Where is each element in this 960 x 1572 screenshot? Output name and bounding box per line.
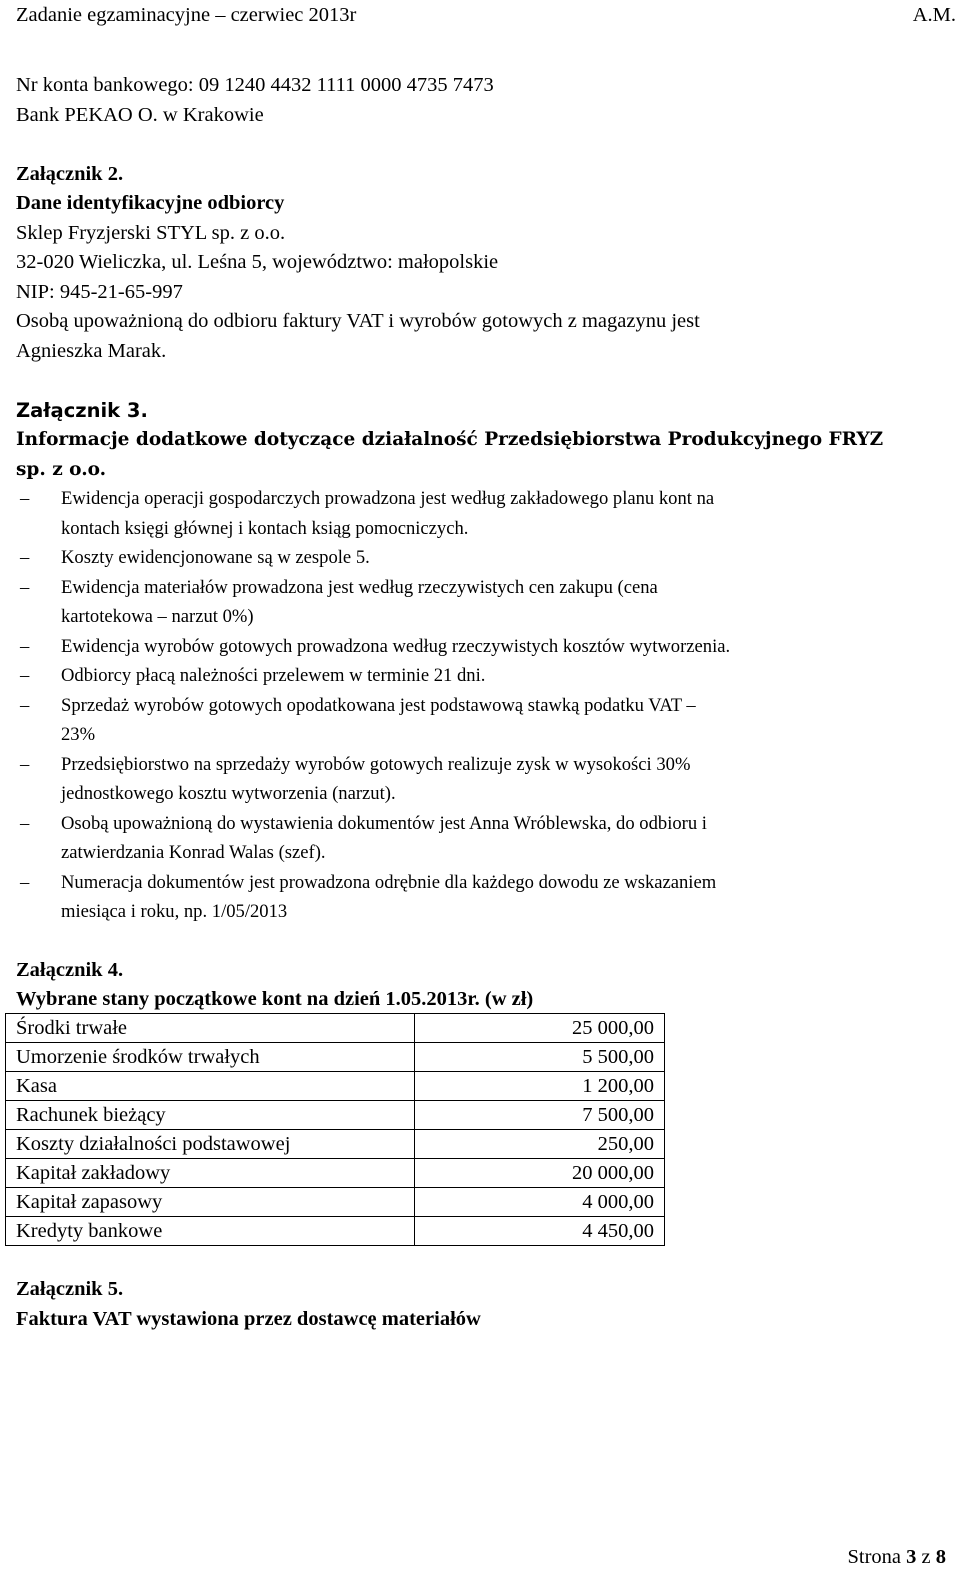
bank-account-number: Nr konta bankowego: 09 1240 4432 1111 0000 4735 7473: [16, 74, 494, 96]
table-row: [6, 1129, 665, 1158]
attachment-2-title: Załącznik 2.: [16, 162, 124, 185]
attachment-2-subtitle: Dane identyfikacyjne odbiorcy: [16, 192, 285, 214]
list-item: – Ewidencja operacji gospodarczych prowadzona jest według zakładowego planu kont na kontach księgi głównej i kontach ksiąg pomocniczych.: [16, 484, 951, 543]
total-pages: 8: [935, 1546, 946, 1568]
account-balance: 250,00: [415, 1129, 665, 1158]
header-initials: A.M.: [912, 4, 956, 26]
recipient-nip: NIP: 945-21-65-997: [16, 280, 183, 303]
dash-bullet: –: [20, 665, 30, 686]
account-balance: 4 450,00: [415, 1216, 665, 1245]
table-row: [6, 1071, 665, 1100]
page-header: [16, 0, 956, 30]
table-row: [6, 1100, 665, 1129]
account-name: Rachunek bieżący: [6, 1100, 415, 1129]
list-item: – Ewidencja materiałów prowadzona jest według rzeczywistych cen zakupu (cena kartotekowa – narzut 0%): [16, 573, 951, 632]
table-row: [6, 1216, 665, 1245]
recipient-address: 32-020 Wieliczka, ul. Leśna 5, województwo: małopolskie: [16, 251, 499, 273]
account-name: Umorzenie środków trwałych: [6, 1042, 415, 1071]
account-name: Koszty działalności podstawowej: [6, 1129, 415, 1158]
account-balances-table: [5, 1013, 665, 1246]
current-page: 3: [906, 1546, 917, 1568]
account-balance: 5 500,00: [415, 1042, 665, 1071]
dash-bullet: –: [20, 635, 30, 657]
account-balance: 4 000,00: [415, 1187, 665, 1216]
attachment-4-title: Załącznik 4.: [16, 959, 124, 981]
attachment-3-subtitle-cont: sp. z o.o.: [16, 458, 107, 480]
dash-bullet: –: [20, 753, 30, 775]
account-name: Kasa: [6, 1071, 415, 1100]
account-name: Środki trwałe: [6, 1013, 415, 1042]
list-item: – Ewidencja wyrobów gotowych prowadzona według rzeczywistych kosztów wytworzenia.: [16, 632, 951, 662]
attachment-5: [16, 1275, 951, 1334]
list-item: – Koszty ewidencjonowane są w zespole 5.: [16, 543, 951, 573]
account-balance: 7 500,00: [415, 1100, 665, 1129]
table-row: [6, 1187, 665, 1216]
attachment-5-title: Załącznik 5.: [16, 1278, 124, 1300]
dash-bullet: –: [20, 488, 30, 509]
account-balance: 1 200,00: [415, 1071, 665, 1100]
account-name: Kredyty bankowe: [6, 1216, 415, 1245]
account-name: Kapitał zakładowy: [6, 1158, 415, 1187]
dash-bullet: –: [20, 812, 30, 834]
dash-bullet: –: [20, 576, 30, 598]
recipient-authorized-line-1: Osobą upoważnioną do odbioru faktury VAT i wyrobów gotowych z magazynu jest: [16, 310, 700, 332]
table-row: [6, 1013, 665, 1042]
header-title: Zadanie egzaminacyjne – czerwiec 2013r: [16, 4, 357, 26]
list-item: – Odbiorcy płacą należności przelewem w terminie 21 dni.: [16, 661, 951, 691]
attachment-2: [16, 160, 951, 367]
recipient-name: Sklep Fryzjerski STYL sp. z o.o.: [16, 221, 286, 244]
attachment-3-subtitle: Informacje dodatkowe dotyczące działalność Przedsiębiorstwa Produkcyjnego FRYZ: [16, 429, 884, 450]
attachment-3-title: Załącznik 3.: [16, 398, 148, 422]
table-row: [6, 1042, 665, 1071]
dash-bullet: –: [20, 694, 30, 716]
list-item: – Osobą upoważnioną do wystawienia dokumentów jest Anna Wróblewska, do odbioru i zatwierdzania Konrad Walas (szef).: [16, 809, 951, 868]
attachment-3: [16, 396, 951, 927]
account-balance: 25 000,00: [415, 1013, 665, 1042]
page-number: Strona 3 z 8: [847, 1546, 946, 1568]
list-item: – Sprzedaż wyrobów gotowych opodatkowana jest podstawową stawką podatku VAT – 23%: [16, 691, 951, 750]
table-row: [6, 1158, 665, 1187]
bank-section: [16, 71, 951, 130]
attachment-5-subtitle: Faktura VAT wystawiona przez dostawcę materiałów: [16, 1307, 481, 1330]
account-name: Kapitał zapasowy: [6, 1187, 415, 1216]
bank-name: Bank PEKAO O. w Krakowie: [16, 103, 264, 126]
page-content: [16, 71, 951, 1334]
list-item: – Numeracja dokumentów jest prowadzona odrębnie dla każdego dowodu ze wskazaniem miesiąca i roku, np. 1/05/2013: [16, 868, 951, 927]
list-item: – Przedsiębiorstwo na sprzedaży wyrobów gotowych realizuje zysk w wysokości 30% jednostkowego kosztu wytworzenia (narzut).: [16, 750, 951, 809]
attachment-4-subtitle: Wybrane stany początkowe kont na dzień 1.05.2013r. (w zł): [16, 987, 534, 1010]
attachment-4: [16, 956, 951, 1246]
dash-bullet: –: [20, 547, 30, 568]
dash-bullet: –: [20, 871, 30, 893]
account-balance: 20 000,00: [415, 1158, 665, 1187]
recipient-authorized-line-2: Agnieszka Marak.: [16, 339, 167, 362]
info-list: [16, 484, 951, 927]
